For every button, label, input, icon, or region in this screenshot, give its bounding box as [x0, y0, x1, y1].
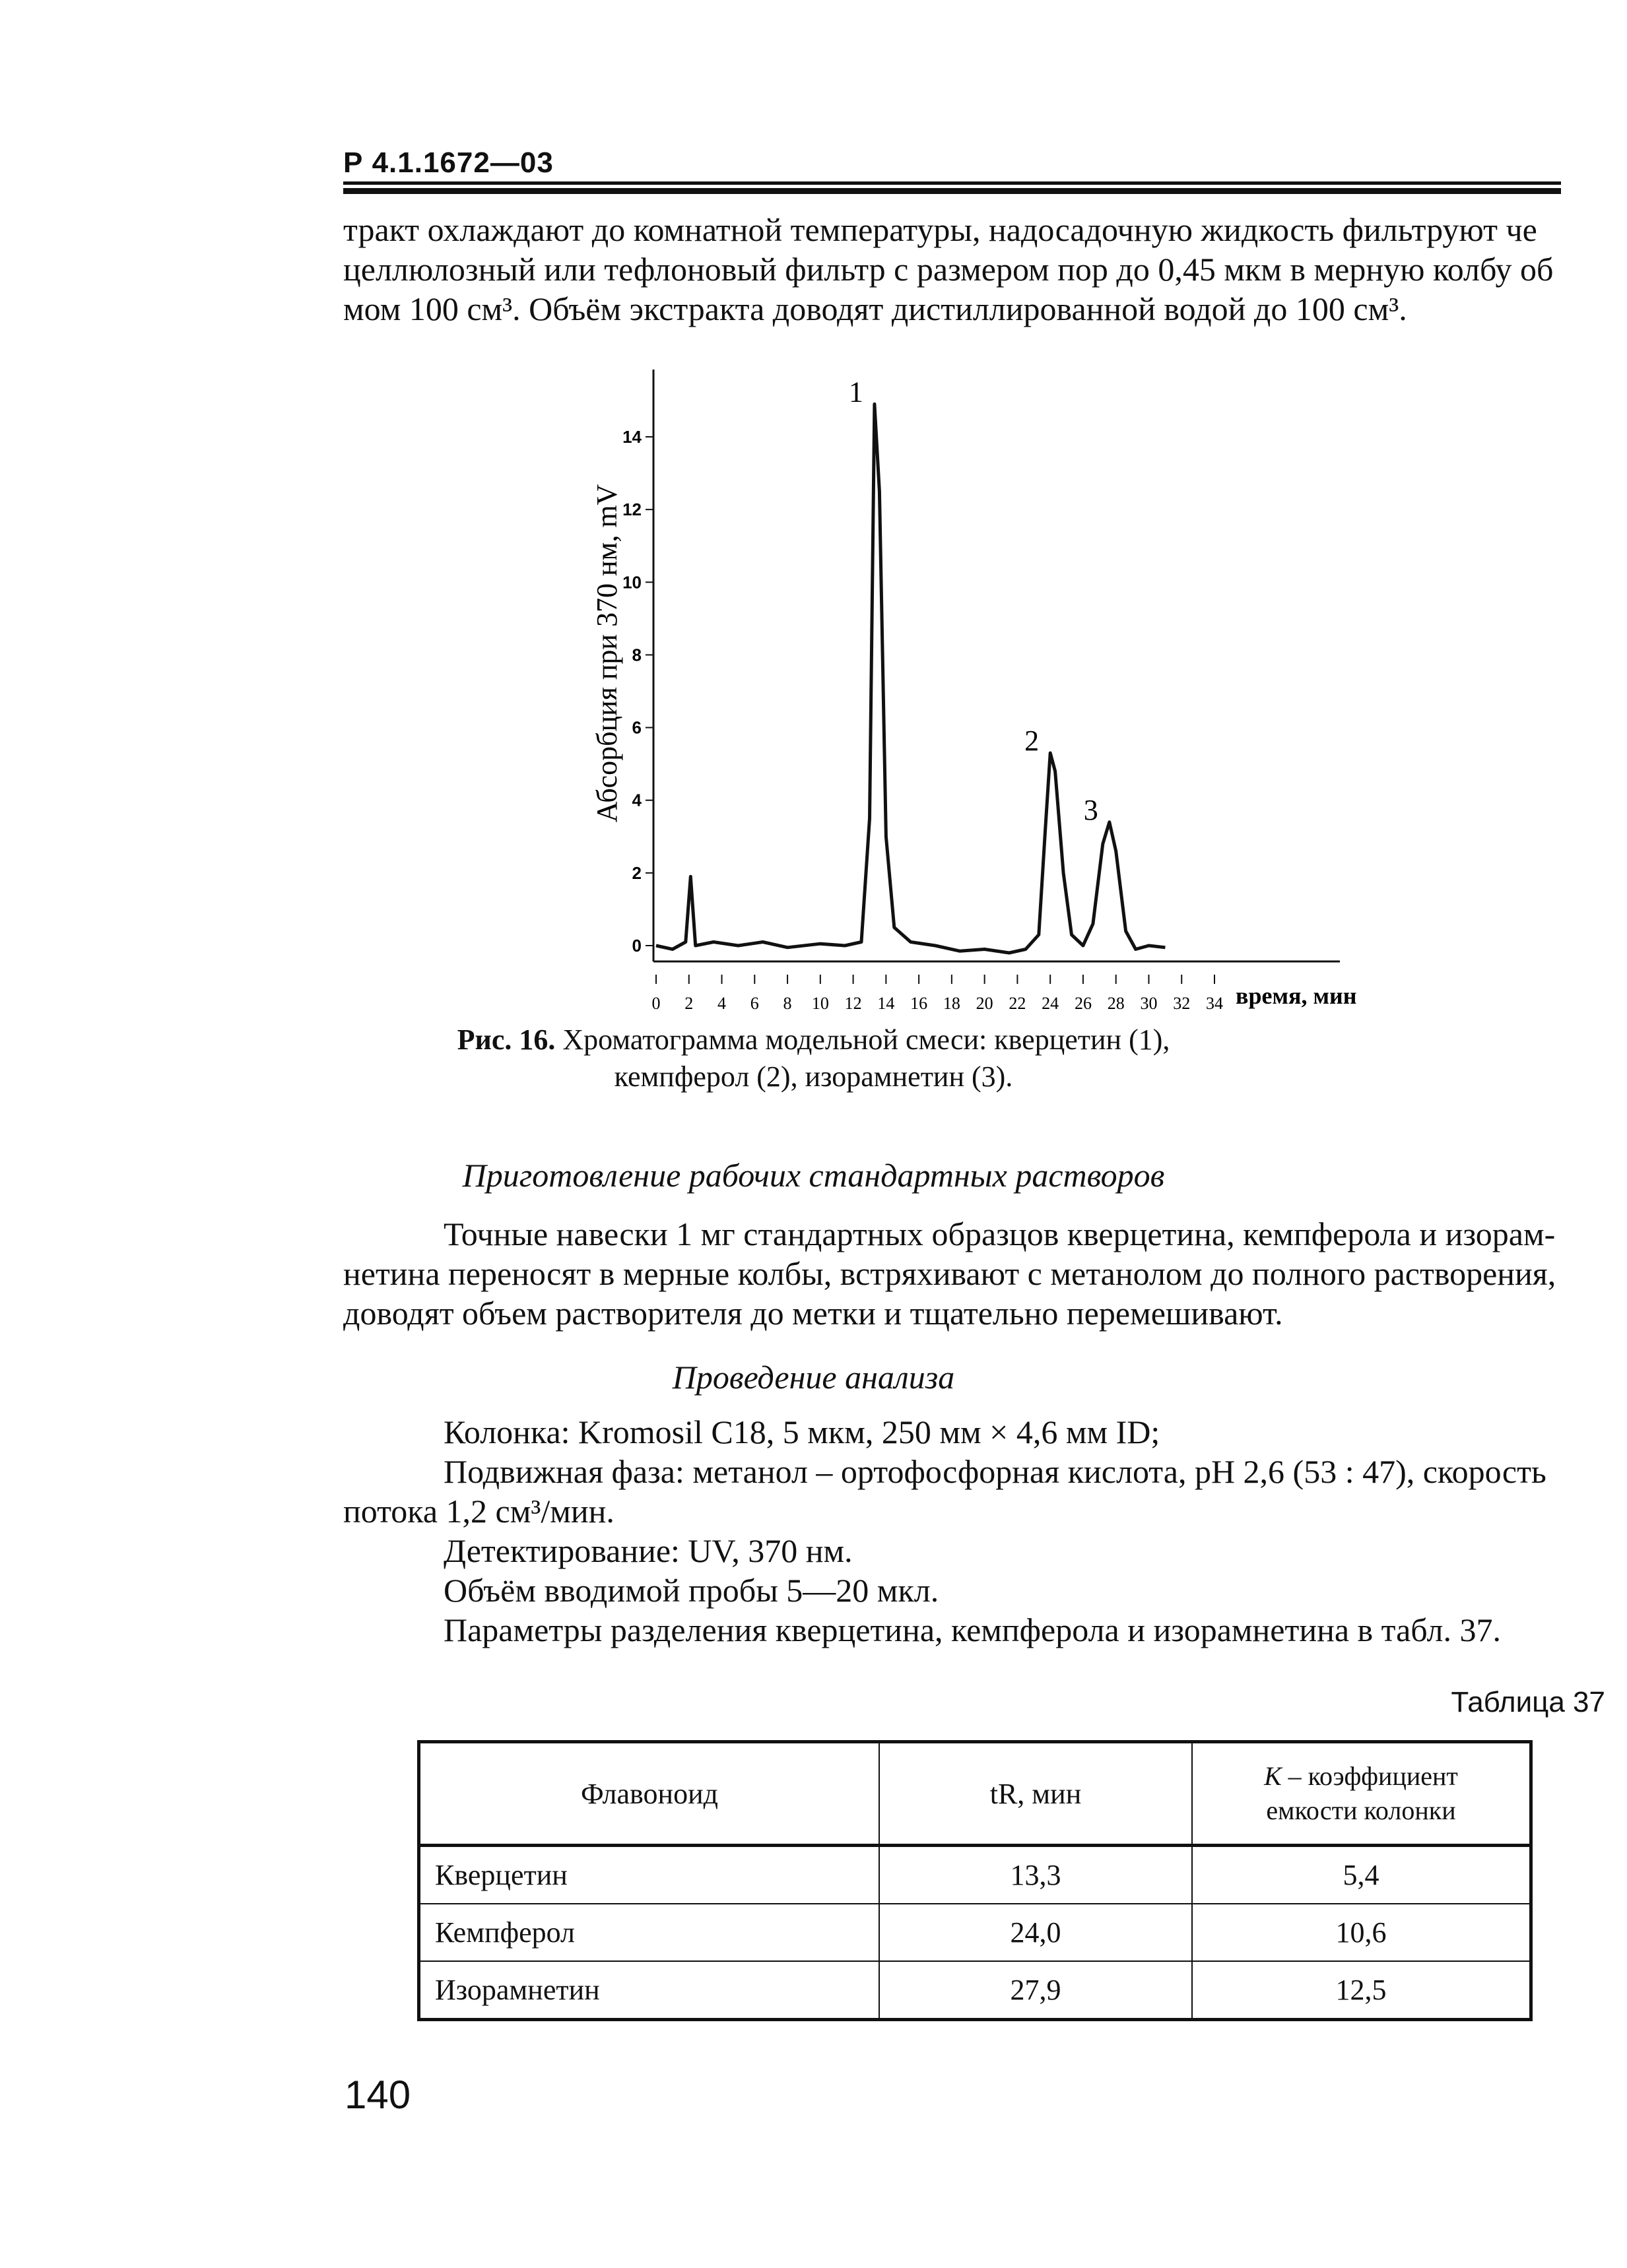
x-tick-label: 2 [684, 994, 694, 1013]
x-tick-label: 8 [783, 994, 792, 1013]
figure-caption-line-1 [0, 1021, 1627, 1058]
cell-k: 12,5 [1192, 1961, 1531, 2020]
peak-label: 3 [1083, 793, 1098, 826]
y-tick-label: 2 [632, 862, 642, 883]
y-tick-label: 12 [622, 500, 642, 520]
x-tick-label: 4 [717, 994, 727, 1013]
y-tick-label: 8 [632, 645, 642, 665]
x-tick-label: 26 [1074, 994, 1092, 1013]
standards-line-2: нетина переносят в мерные колбы, встряхивают с метанолом до полного растворения, [343, 1255, 1556, 1292]
x-tick-label: 32 [1173, 994, 1191, 1013]
standards-line-3: доводят объем растворителя до метки и тщательно перемешивают. [343, 1295, 1283, 1332]
intro-line-2: целлюлозный или тефлоновый фильтр с размером пор до 0,45 мкм в мерную колбу об [343, 251, 1554, 288]
figure-caption-text: Хроматограмма модельной смеси: кверцетин (1), [555, 1023, 1170, 1056]
table-header-row [419, 1742, 1531, 1846]
x-tick-label: 18 [943, 994, 960, 1013]
analysis-volume: Объём вводимой пробы 5—20 мкл. [444, 1572, 939, 1609]
page-number: 140 [345, 2073, 411, 2117]
header-k-line-2: емкости колонки [1266, 1796, 1456, 1825]
cell-k: 10,6 [1192, 1904, 1531, 1961]
x-tick-label: 28 [1107, 994, 1125, 1013]
intro-line-1: тракт охлаждают до комнатной температуры, надосадочную жидкость фильтруют че [343, 211, 1537, 248]
x-tick-label: 0 [651, 994, 661, 1013]
analysis-mobile-phase-2: потока 1,2 см³/мин. [343, 1493, 614, 1530]
header-rule-thick [343, 188, 1561, 194]
chromatogram-chart [574, 356, 1393, 1016]
header-tr: tR, мин [879, 1742, 1192, 1846]
x-tick-label: 24 [1042, 994, 1059, 1013]
analysis-params: Параметры разделения кверцетина, кемпферола и изорамнетина в табл. 37. [444, 1611, 1501, 1648]
y-tick-label: 4 [632, 790, 642, 810]
table-caption: Таблица 37 [1451, 1686, 1605, 1718]
peak-label: 1 [848, 375, 863, 408]
y-tick-label: 14 [622, 427, 642, 447]
separation-table [417, 1740, 1533, 2021]
header-k-line-1: К – коэффициент [1264, 1761, 1458, 1791]
header-rule-thin [343, 181, 1561, 185]
cell-tr: 24,0 [879, 1904, 1192, 1961]
table-row [419, 1846, 1531, 1904]
cell-flavonoid: Изорамнетин [419, 1961, 880, 2020]
header-k-text: – коэффициент [1281, 1761, 1458, 1791]
y-tick-label: 0 [632, 936, 642, 956]
section-heading-analysis: Проведение анализа [672, 1359, 955, 1396]
x-tick-label: 12 [844, 994, 862, 1013]
table-row [419, 1904, 1531, 1961]
x-tick-label: 16 [910, 994, 928, 1013]
cell-tr: 27,9 [879, 1961, 1192, 2020]
figure-caption-line-2: кемпферол (2), изорамнетин (3). [614, 1060, 1013, 1093]
header-k [1192, 1742, 1531, 1846]
x-tick-label: 34 [1206, 994, 1223, 1013]
peak-label: 2 [1024, 725, 1040, 758]
y-axis-label: Абсорбция при 370 нм, mV [591, 484, 623, 823]
cell-flavonoid: Кверцетин [419, 1846, 880, 1904]
analysis-column: Колонка: Kromosil C18, 5 мкм, 250 мм × 4,6 мм ID; [444, 1413, 1160, 1450]
x-tick-label: 30 [1140, 994, 1158, 1013]
x-tick-label: 10 [811, 994, 829, 1013]
cell-tr: 13,3 [879, 1846, 1192, 1904]
standards-line-1: Точные навески 1 мг стандартных образцов кверцетина, кемпферола и изорам- [444, 1215, 1556, 1252]
table-row [419, 1961, 1531, 2020]
x-axis-label: время, мин [1236, 983, 1357, 1009]
analysis-detection: Детектирование: UV, 370 нм. [444, 1532, 853, 1569]
section-heading-standards: Приготовление рабочих стандартных растворов [462, 1157, 1165, 1194]
intro-line-3: мом 100 см³. Объём экстракта доводят дистиллированной водой до 100 см³. [343, 290, 1407, 327]
figure-number: Рис. 16. [457, 1023, 556, 1056]
x-tick-label: 6 [750, 994, 759, 1013]
cell-k: 5,4 [1192, 1846, 1531, 1904]
chromatogram-trace [656, 404, 1165, 953]
cell-flavonoid: Кемпферол [419, 1904, 880, 1961]
x-tick-label: 22 [1009, 994, 1026, 1013]
x-tick-label: 14 [877, 994, 895, 1013]
x-tick-label: 20 [976, 994, 993, 1013]
analysis-mobile-phase-1: Подвижная фаза: метанол – ортофосфорная кислота, pH 2,6 (53 : 47), скорость [444, 1453, 1546, 1490]
y-tick-label: 6 [632, 717, 642, 738]
y-tick-label: 10 [622, 572, 642, 593]
document-code: Р 4.1.1672—03 [343, 146, 554, 179]
header-flavonoid: Флавоноид [419, 1742, 880, 1846]
